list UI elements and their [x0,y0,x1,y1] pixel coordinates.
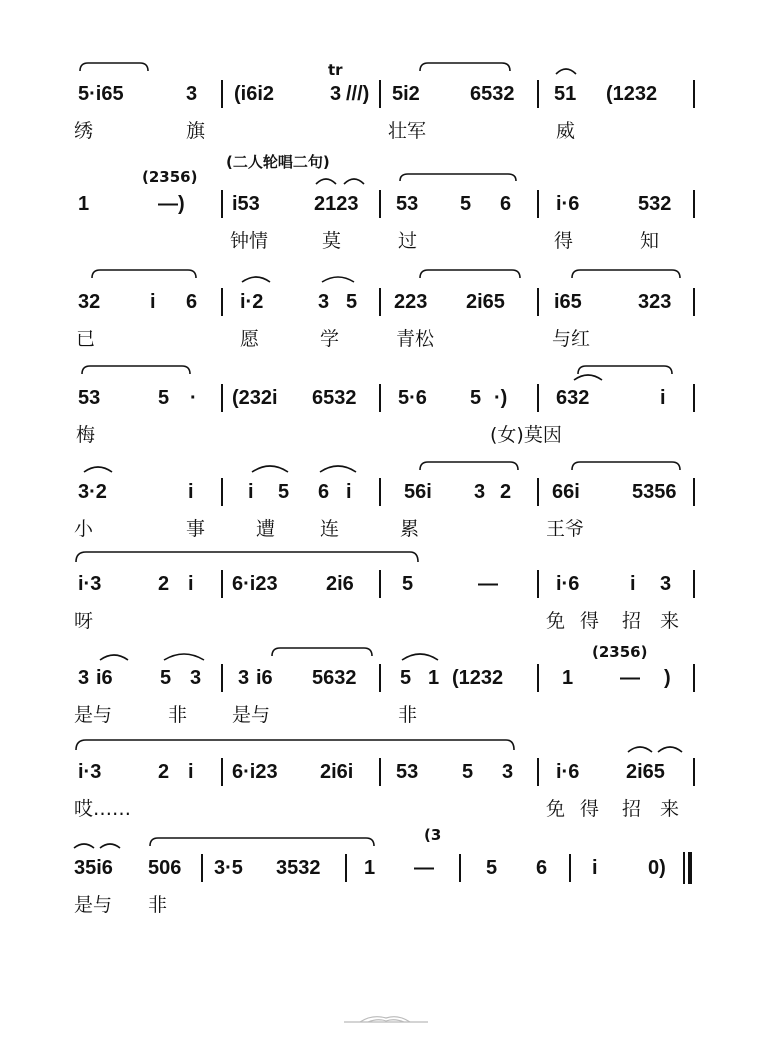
lyric: 得 [554,230,574,252]
note-group: 5 [346,291,358,313]
lyric: 招 [622,610,642,632]
note-group: i65 [554,291,582,313]
note-group: 5 [486,857,498,879]
lyric: 王爷 [546,518,585,540]
tie [84,467,112,472]
lyric: 小 [74,518,94,540]
slur [420,270,520,278]
slur [92,270,196,278]
note-group: 6532 [312,387,357,409]
tie [316,179,364,184]
note-group: i [660,387,666,409]
note-group: 5356 [632,481,677,503]
note-group: 53 [78,387,101,409]
lyric: 莫 [322,230,342,252]
tie [100,654,204,660]
note-group: 3 [660,573,672,595]
lyric: 过 [398,230,418,252]
tie [556,69,576,74]
note-group: — [620,667,640,689]
score-row-1 [74,61,694,142]
note-group: 6 [500,193,512,215]
note-group: i [248,481,254,503]
score-row-9 [74,826,690,916]
score-row-7 [74,643,694,726]
note-group: 2 [500,481,512,503]
note-group: i [188,573,194,595]
note-group: 5i2 [392,83,420,105]
note-group: 2i6 [326,573,354,595]
score-row-6 [74,552,694,632]
score-row-3 [76,270,694,350]
note-group: 3 [238,667,250,689]
note-group: 5 [278,481,290,503]
grace-notes: (3 [424,826,442,844]
note-group: i6 [96,667,113,689]
note-group: (232i [232,387,278,409]
lyric: 钟情 [230,230,269,252]
slur [82,366,190,374]
score-row-5 [74,462,694,540]
lyric: 得 [580,610,600,632]
note-group: 3·5 [214,857,243,879]
lyric: 是与 [74,894,113,916]
note-group: 51 [554,83,577,105]
lyric: 愿 [240,328,260,350]
note-group: 3 [474,481,486,503]
note-group: 5632 [312,667,357,689]
note-group: i [150,291,156,313]
note-group: 3 [190,667,202,689]
lyric: 青松 [396,328,435,350]
note-group: (1232 [452,667,504,689]
note-group: 56i [404,481,432,503]
note-group: i·6 [556,761,580,783]
note-group: i [630,573,636,595]
note-group: 1 [562,667,574,689]
score-row-2 [78,153,694,252]
lyric: 是与 [232,704,271,726]
lyric: 旗 [186,120,206,142]
lyric: (女)莫因 [490,424,562,446]
lyric: 连 [320,518,340,540]
lyric: 与红 [552,328,591,350]
lyric: 来 [660,798,680,820]
lyric: 是与 [74,704,113,726]
note-group: i·6 [556,573,580,595]
note-group: (i6i2 [234,83,275,105]
slur [76,740,514,750]
trill-mark: tr [328,61,343,79]
note-group: (1232 [606,83,658,105]
note-group: 5·6 [398,387,427,409]
note-group: i53 [232,193,260,215]
note-group: 2123 [314,193,359,215]
slur [272,648,372,656]
note-group: 5·i65 [78,83,124,105]
note-group: 223 [394,291,428,313]
score-row-4 [76,366,694,446]
lyric: 累 [400,518,420,540]
note-group: i6 [256,667,273,689]
tie [242,277,354,282]
lyric: 绣 [74,120,94,142]
note-group: 2i65 [466,291,505,313]
lyric: 哎…… [74,798,132,820]
note-group: — [478,573,498,595]
tie [402,654,438,660]
lyric: 免 [546,610,566,632]
note-group: —) [158,193,185,215]
note-group: 3·2 [78,481,107,503]
tie [252,466,356,472]
note-group: 5 [402,573,414,595]
note-group: 32 [78,291,101,313]
note-group: 632 [556,387,590,409]
note-group: 1 [364,857,376,879]
note-group: 5 [470,387,482,409]
note-group: i·2 [240,291,264,313]
note-group: 5 [460,193,472,215]
note-group: i·3 [78,573,102,595]
note-group: 66i [552,481,580,503]
note-group: 35i6 [74,857,113,879]
slur [578,366,672,374]
note-group: ·) [494,387,508,409]
lyric: 非 [168,704,188,726]
note-group: 2 [158,573,170,595]
note-group: 506 [148,857,182,879]
note-group: 6 [186,291,198,313]
note-group: 3 [186,83,198,105]
lyric: 遭 [256,518,276,540]
page-ornament [344,1017,428,1022]
note-group: 532 [638,193,672,215]
slur [572,462,680,470]
note-group: 6·i23 [232,573,278,595]
slur [420,63,510,71]
note-group: 6 [318,481,330,503]
lyric: 呀 [74,610,94,632]
note-group: 1 [428,667,440,689]
score-row-8 [74,740,694,820]
lyric: 事 [186,518,206,540]
note-group: 5 [160,667,172,689]
note-group: 5 [400,667,412,689]
lyric: 免 [546,798,566,820]
slur [150,838,374,846]
slur [572,270,680,278]
note-group: 3 [502,761,514,783]
lyric: 梅 [76,424,96,446]
grace-notes: (2356) [592,643,648,661]
note-group: 5 [462,761,474,783]
note-group: · [190,387,197,409]
slur [400,174,516,181]
note-group: 53 [396,761,419,783]
lyric: 非 [398,704,418,726]
note-group: 3532 [276,857,321,879]
note-group: 6532 [470,83,515,105]
slur [76,552,418,562]
note-group: 0) [648,857,666,879]
note-group: 2i6i [320,761,354,783]
note-group: i [188,481,194,503]
note-group: 3 [78,667,90,689]
note-group: 2i65 [626,761,665,783]
performance-note: (二人轮唱二句) [226,153,330,171]
lyric: 壮军 [388,120,427,142]
slur [80,63,148,71]
lyric: 威 [556,120,576,142]
tremolo-mark: ///) [346,83,370,105]
grace-notes: (2356) [142,168,198,186]
lyric: 已 [76,328,96,350]
note-group: i·6 [556,193,580,215]
lyric: 来 [660,610,680,632]
note-group: 1 [78,193,90,215]
tie [628,747,682,752]
note-group: i·3 [78,761,102,783]
note-group: 5 [158,387,170,409]
lyric: 非 [148,894,168,916]
lyric: 招 [622,798,642,820]
note-group: i [188,761,194,783]
note-group: 3 [330,83,342,105]
tie [574,375,602,380]
lyric: 得 [580,798,600,820]
note-group: 6 [536,857,548,879]
slur [420,462,518,470]
lyric: 知 [640,230,660,252]
note-group: i [592,857,598,879]
note-group: 6·i23 [232,761,278,783]
note-group: 53 [396,193,419,215]
note-group: — [414,857,434,879]
lyric: 学 [320,328,340,350]
tie [74,844,120,848]
note-group: 2 [158,761,170,783]
note-group: 323 [638,291,672,313]
note-group: i [346,481,352,503]
note-group: 3 [318,291,330,313]
note-group: ) [664,667,671,689]
